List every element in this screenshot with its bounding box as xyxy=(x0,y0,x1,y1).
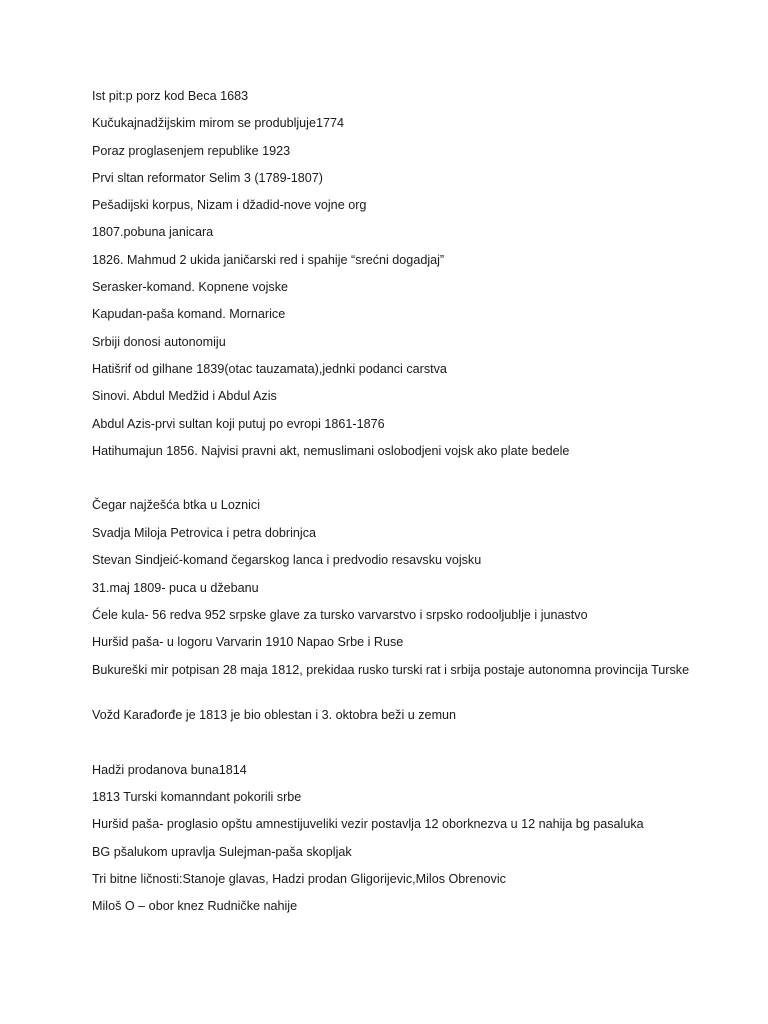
text-line: 1813 Turski komanndant pokorili srbe xyxy=(92,790,302,804)
text-line: Pešadijski korpus, Nizam i džadid-nove vojne org xyxy=(92,198,367,212)
text-line: 1826. Mahmud 2 ukida janičarski red i spahije “srećni dogadjaj” xyxy=(92,253,445,267)
text-line: 31.maj 1809- puca u džebanu xyxy=(92,581,259,595)
text-line: Serasker-komand. Kopnene vojske xyxy=(92,280,289,294)
text-line: Stevan Sindjeić-komand čegarskog lanca i predvodio resavsku vojsku xyxy=(92,553,482,567)
text-line: Hatihumajun 1856. Najvisi pravni akt, nemuslimani oslobodjeni vojsk ako plate bedele xyxy=(92,444,570,458)
text-line: Miloš O – obor knez Rudničke nahije xyxy=(92,899,298,913)
text-line: Ist pit:p porz kod Beca 1683 xyxy=(92,89,249,103)
text-line: 1807.pobuna janicara xyxy=(92,225,214,239)
text-line: Vožd Karađorđe je 1813 je bio oblestan i 3. oktobra beži u zemun xyxy=(92,708,457,722)
text-line: Kučukajnadžijskim mirom se produbljuje1774 xyxy=(92,116,344,130)
text-line: Ćele kula- 56 redva 952 srpske glave za tursko varvarstvo i srpsko rodooljublje i junastvo xyxy=(92,608,588,622)
text-line: Kapudan-paša komand. Mornarice xyxy=(92,307,286,321)
text-line: Hadži prodanova buna1814 xyxy=(92,763,247,777)
text-line: Sinovi. Abdul Medžid i Abdul Azis xyxy=(92,389,277,403)
text-line: Tri bitne ličnosti:Stanoje glavas, Hadzi prodan Gligorijevic,Milos Obrenovic xyxy=(92,872,506,886)
text-line: Poraz proglasenjem republike 1923 xyxy=(92,144,291,158)
text-line: Bukureški mir potpisan 28 maja 1812, prekidaa rusko turski rat i srbija postaje autonomna provincija Turske xyxy=(92,663,690,677)
text-line: Huršid paša- u logoru Varvarin 1910 Napao Srbe i Ruse xyxy=(92,635,404,649)
text-line: Čegar najžešća btka u Loznici xyxy=(92,498,261,512)
text-line: Huršid paša- proglasio opštu amnestijuveliki vezir postavlja 12 oborknezva u 12 nahija bg pasaluka xyxy=(92,817,644,831)
text-line: BG pšalukom upravlja Sulejman-paša skopljak xyxy=(92,845,352,859)
text-line: Abdul Azis-prvi sultan koji putuj po evropi 1861-1876 xyxy=(92,417,385,431)
text-line: Hatišrif od gilhane 1839(otac tauzamata),jednki podanci carstva xyxy=(92,362,447,376)
text-line: Svadja Miloja Petrovica i petra dobrinjca xyxy=(92,526,317,540)
text-line: Srbiji donosi autonomiju xyxy=(92,335,226,349)
text-line: Prvi sltan reformator Selim 3 (1789-1807) xyxy=(92,171,323,185)
